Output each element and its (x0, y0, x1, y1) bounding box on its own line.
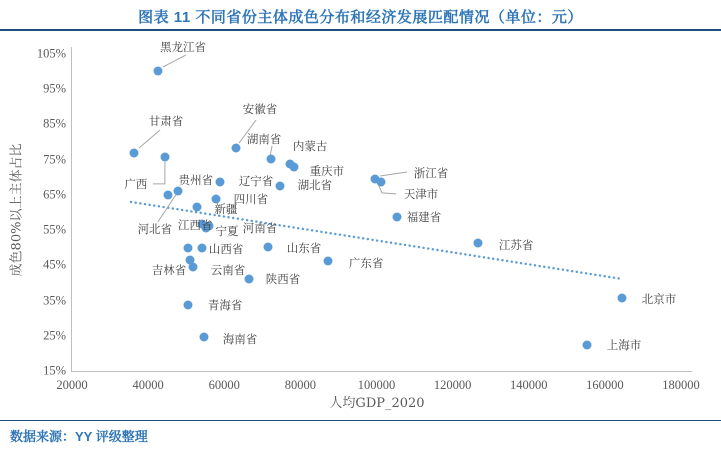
y-axis-title: 成色80%以上主体占比 (9, 143, 25, 277)
x-tick-label: 40000 (132, 378, 164, 392)
data-point-label: 甘肃省 (148, 113, 184, 128)
data-point-label: 山西省 (208, 242, 244, 257)
label-leader-line (380, 172, 407, 176)
label-leader-line (163, 55, 186, 67)
data-point-黑龙江省 (154, 66, 163, 75)
data-point-贵州省 (163, 190, 172, 199)
y-tick-label: 85% (43, 116, 66, 131)
data-point-label: 河北省 (137, 222, 173, 236)
data-point-label: 上海市 (606, 337, 642, 352)
data-point (184, 244, 193, 253)
x-tick-label: 60000 (208, 378, 240, 392)
y-tick-label: 15% (43, 363, 66, 378)
data-point-广东省 (324, 257, 333, 266)
x-tick-label: 140000 (510, 378, 548, 392)
data-point-label: 湖北省 (297, 178, 333, 193)
data-point-湖北省 (275, 182, 284, 191)
data-point-label: 海南省 (222, 331, 258, 346)
data-point-天津市 (377, 177, 386, 186)
data-point-安徽省 (232, 144, 241, 153)
data-point-label: 陕西省 (265, 272, 301, 287)
x-tick-label: 20000 (56, 378, 88, 392)
data-point-广西 (160, 152, 169, 161)
data-point-江苏省 (474, 239, 483, 248)
label-leader-line (139, 130, 160, 148)
data-source-note: 数据来源：YY 评级整理 (10, 429, 148, 444)
data-point-label: 天津市 (403, 186, 439, 201)
x-tick-label: 100000 (357, 378, 396, 392)
data-point-吉林省 (189, 263, 198, 272)
scatter-plot-area (72, 39, 681, 371)
x-tick-label: 120000 (433, 378, 472, 392)
data-point-label: 浙江省 (413, 166, 449, 181)
data-point-福建省 (393, 213, 402, 222)
data-point-label: 江苏省 (498, 238, 534, 253)
x-tick-label: 80000 (284, 378, 316, 392)
y-tick-label: 95% (43, 81, 66, 96)
data-point-label: 宁夏 (215, 223, 239, 238)
data-point-label: 辽宁省 (238, 173, 274, 188)
data-point-label: 吉林省 (151, 263, 187, 278)
data-point-label: 四川省 (233, 192, 269, 207)
y-tick-label: 65% (43, 187, 66, 202)
data-point-海南省 (200, 332, 209, 341)
data-point-label: 北京市 (641, 292, 677, 307)
data-point-label: 青海省 (207, 298, 243, 313)
data-point-辽宁省 (216, 177, 225, 186)
x-tick-label: 180000 (662, 378, 700, 392)
title-divider (0, 29, 721, 31)
x-axis-title: 人均GDP_2020 (329, 396, 425, 411)
data-point-label: 重庆市 (309, 164, 345, 179)
data-point-label: 河南省 (242, 220, 278, 235)
data-point-新疆 (192, 202, 201, 211)
data-point-label: 内蒙古 (292, 138, 328, 153)
data-point-label: 广西 (124, 176, 148, 191)
y-tick-label: 55% (43, 222, 66, 237)
data-point-label: 湖南省 (246, 131, 282, 146)
y-tick-label: 75% (43, 152, 66, 167)
figure-title: 图表 11 不同省份主体成色分布和经济发展匹配情况（单位：元） (138, 9, 583, 26)
data-point-青海省 (184, 301, 193, 310)
y-tick-label: 45% (43, 257, 66, 272)
data-point-重庆市 (289, 163, 298, 172)
data-point-陕西省 (244, 275, 253, 284)
data-point-label: 贵州省 (178, 172, 214, 187)
y-tick-label: 25% (43, 328, 66, 343)
data-point-label: 江西省 (177, 218, 213, 233)
trendline-and-leader-layer (72, 54, 681, 371)
data-point-北京市 (618, 294, 627, 303)
data-point-label: 云南省 (210, 263, 246, 278)
data-point-label: 新疆 (214, 201, 238, 216)
data-point-湖南省 (267, 154, 276, 163)
data-point-label: 黑龙江省 (160, 39, 207, 54)
footer-divider (0, 420, 721, 421)
x-tick-label: 160000 (586, 378, 624, 392)
data-point-甘肃省 (130, 148, 139, 157)
data-point-上海市 (582, 340, 591, 349)
data-point-山东省 (264, 243, 273, 252)
label-leader-line (153, 162, 165, 184)
data-point-label: 广东省 (348, 256, 384, 271)
data-point-label: 福建省 (406, 210, 442, 225)
y-tick-label: 35% (43, 293, 66, 308)
data-point-山西省 (198, 244, 207, 253)
y-tick-label: 105% (36, 46, 66, 61)
data-point-label: 安徽省 (242, 102, 278, 117)
data-point-label: 山东省 (286, 241, 322, 256)
x-axis-line (72, 371, 692, 372)
